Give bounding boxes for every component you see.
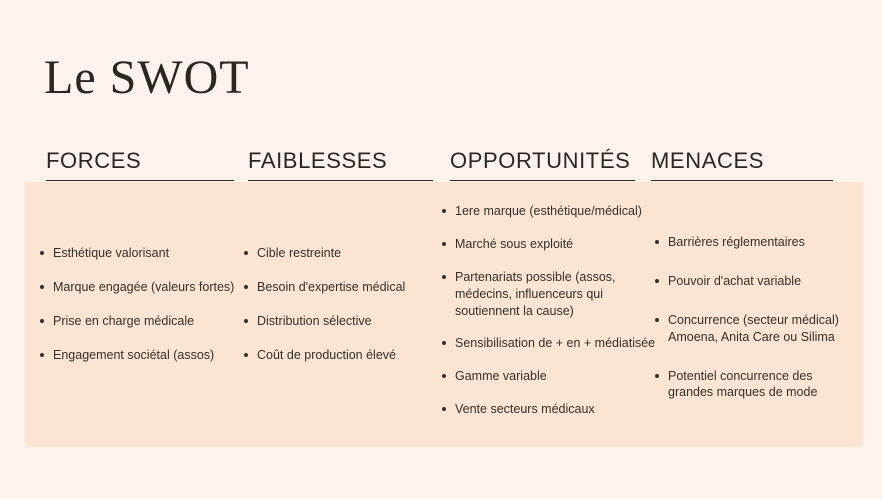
list-item: Marché sous exploité xyxy=(442,236,657,253)
column-list-forces xyxy=(40,245,240,381)
column-list-opportunites xyxy=(442,203,657,434)
list-item: Prise en charge médicale xyxy=(40,313,240,330)
column-list-faiblesses xyxy=(244,245,434,381)
list-item: Pouvoir d'achat variable xyxy=(655,273,850,290)
list-item: Concurrence (secteur médical) Amoena, Anita Care ou Silima xyxy=(655,312,850,346)
list-item: Sensibilisation de + en + médiatisée xyxy=(442,335,657,352)
list-item: Esthétique valorisant xyxy=(40,245,240,262)
list-item: Vente secteurs médicaux xyxy=(442,401,657,418)
column-rule-opportunites xyxy=(450,180,635,181)
column-rule-menaces xyxy=(651,180,833,181)
column-heading-menaces: MENACES xyxy=(651,148,764,173)
column-heading-opportunites: OPPORTUNITÉS xyxy=(450,148,631,173)
column-heading-forces: FORCES xyxy=(46,148,142,173)
list-item: Distribution sélective xyxy=(244,313,434,330)
list-item: Coût de production élevé xyxy=(244,347,434,364)
column-heading-faiblesses: FAIBLESSES xyxy=(248,148,388,173)
page-title: Le SWOT xyxy=(44,51,250,104)
column-rule-faiblesses xyxy=(248,180,433,181)
list-item: Gamme variable xyxy=(442,368,657,385)
list-item: Besoin d'expertise médical xyxy=(244,279,434,296)
list-item: Partenariats possible (assos, médecins, influenceurs qui soutiennent la cause) xyxy=(442,269,657,320)
list-item: 1ere marque (esthétique/médical) xyxy=(442,203,657,220)
list-item: Engagement sociétal (assos) xyxy=(40,347,240,364)
column-rule-forces xyxy=(46,180,234,181)
list-item: Barrières réglementaires xyxy=(655,234,850,251)
list-item: Cible restreinte xyxy=(244,245,434,262)
column-list-menaces xyxy=(655,234,850,423)
list-item: Marque engagée (valeurs fortes) xyxy=(40,279,240,296)
list-item: Potentiel concurrence des grandes marques de mode xyxy=(655,368,850,402)
